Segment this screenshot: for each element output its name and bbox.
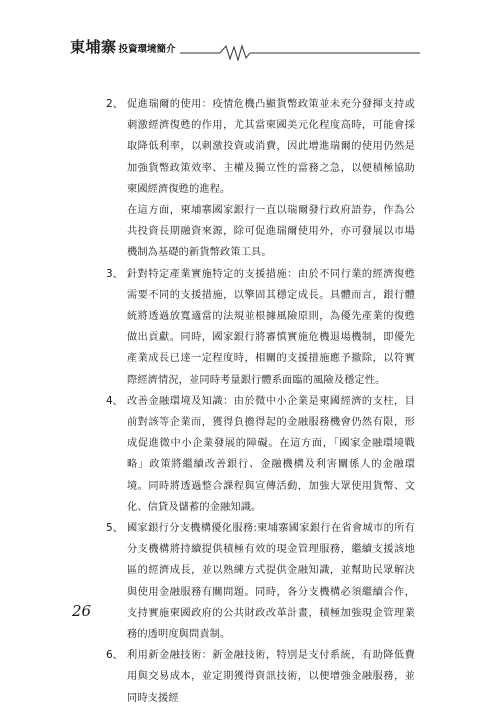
list-item: [103, 264, 415, 391]
item-paragraph: 促進瑞爾的使用：疫情危機凸顯貨幣政策並未充分發揮支持或刺激經濟復甦的作用，尤其當柬國美元化程度高時，可能會採取降低利率，以刺激投資或消費，因此增進瑞爾的使用仍然是加強貨幣政策效率、主權及獨立性的當務之急，以便積極協助柬國經濟復甦的進程。: [127, 99, 415, 195]
item-number: 3、: [106, 267, 124, 280]
item-number: 5、: [106, 522, 124, 535]
header-pulse-line: [70, 44, 420, 62]
item-number: 6、: [106, 649, 124, 662]
list-item: [103, 518, 415, 645]
item-paragraph: 針對特定產業實施特定的支援措施：由於不同行業的經濟復甦需要不同的支援措施，以擎固其穩定成長。具體而言，銀行體統將透過放寬適當的法規並根據風險原則，為優先產業的復甦做出貢獻。同時，國家銀行將審慎實施危機退場機制，即優先產業成長已達一定程度時，相關的支援措施應予撤除，以符實際經濟情況，並同時考量銀行體系面臨的風險及穩定性。: [127, 268, 415, 386]
item-paragraph: 國家銀行分支機構優化服務:柬埔寨國家銀行在省會城市的所有分支機構將持續提供積極有效的現金管理服務，繼續支援該地區的經濟成長，並以熟練方式提供金融知識，並幫助民眾解決與使用金融服務有關問題。同時，各分支機構必須繼續合作，支持實施柬國政府的公共財政改革計畫，積極加強現金管理業務的透明度與問責制。: [127, 523, 415, 641]
numbered-list: [103, 94, 415, 709]
list-item: [103, 391, 415, 518]
item-paragraph: 利用新金融技術：新金融技術，特別是支付系統，有助降低費用與交易成本，並定期獲得資訊技術，以便增強金融服務，並同時支援經: [127, 650, 415, 704]
item-paragraph: 改善金融環境及知識：由於微中小企業是柬國經濟的支柱，目前對該等企業而，獲得負擔得起的金融服務機會仍然有限，形成促進微中小企業發展的障礙。在這方面，「國家金融環境戰略」政策將繼續改善銀行、金融機構及利害關係人的金融環境。同時將透過整合課程與宣傳活動，加強大眾使用貨幣、文化、信貸及儲蓄的金融知識。: [127, 395, 415, 513]
list-item: [103, 94, 415, 264]
page-number: 26: [72, 602, 92, 620]
item-paragraph: 在這方面，柬埔寨國家銀行一直以瑞爾發行政府語券，作為公共投資長期融資來源，除可促進瑞爾使用外，亦可發展以市場機制為基礎的新貨幣政策工具。: [127, 205, 415, 259]
item-number: 4、: [106, 394, 124, 407]
running-header: [70, 36, 420, 58]
header-title-main: 東埔寨: [70, 38, 117, 56]
item-number: 2、: [106, 98, 124, 110]
list-item: [103, 645, 415, 709]
header-title-sub: 投資環境簡介: [118, 44, 176, 55]
